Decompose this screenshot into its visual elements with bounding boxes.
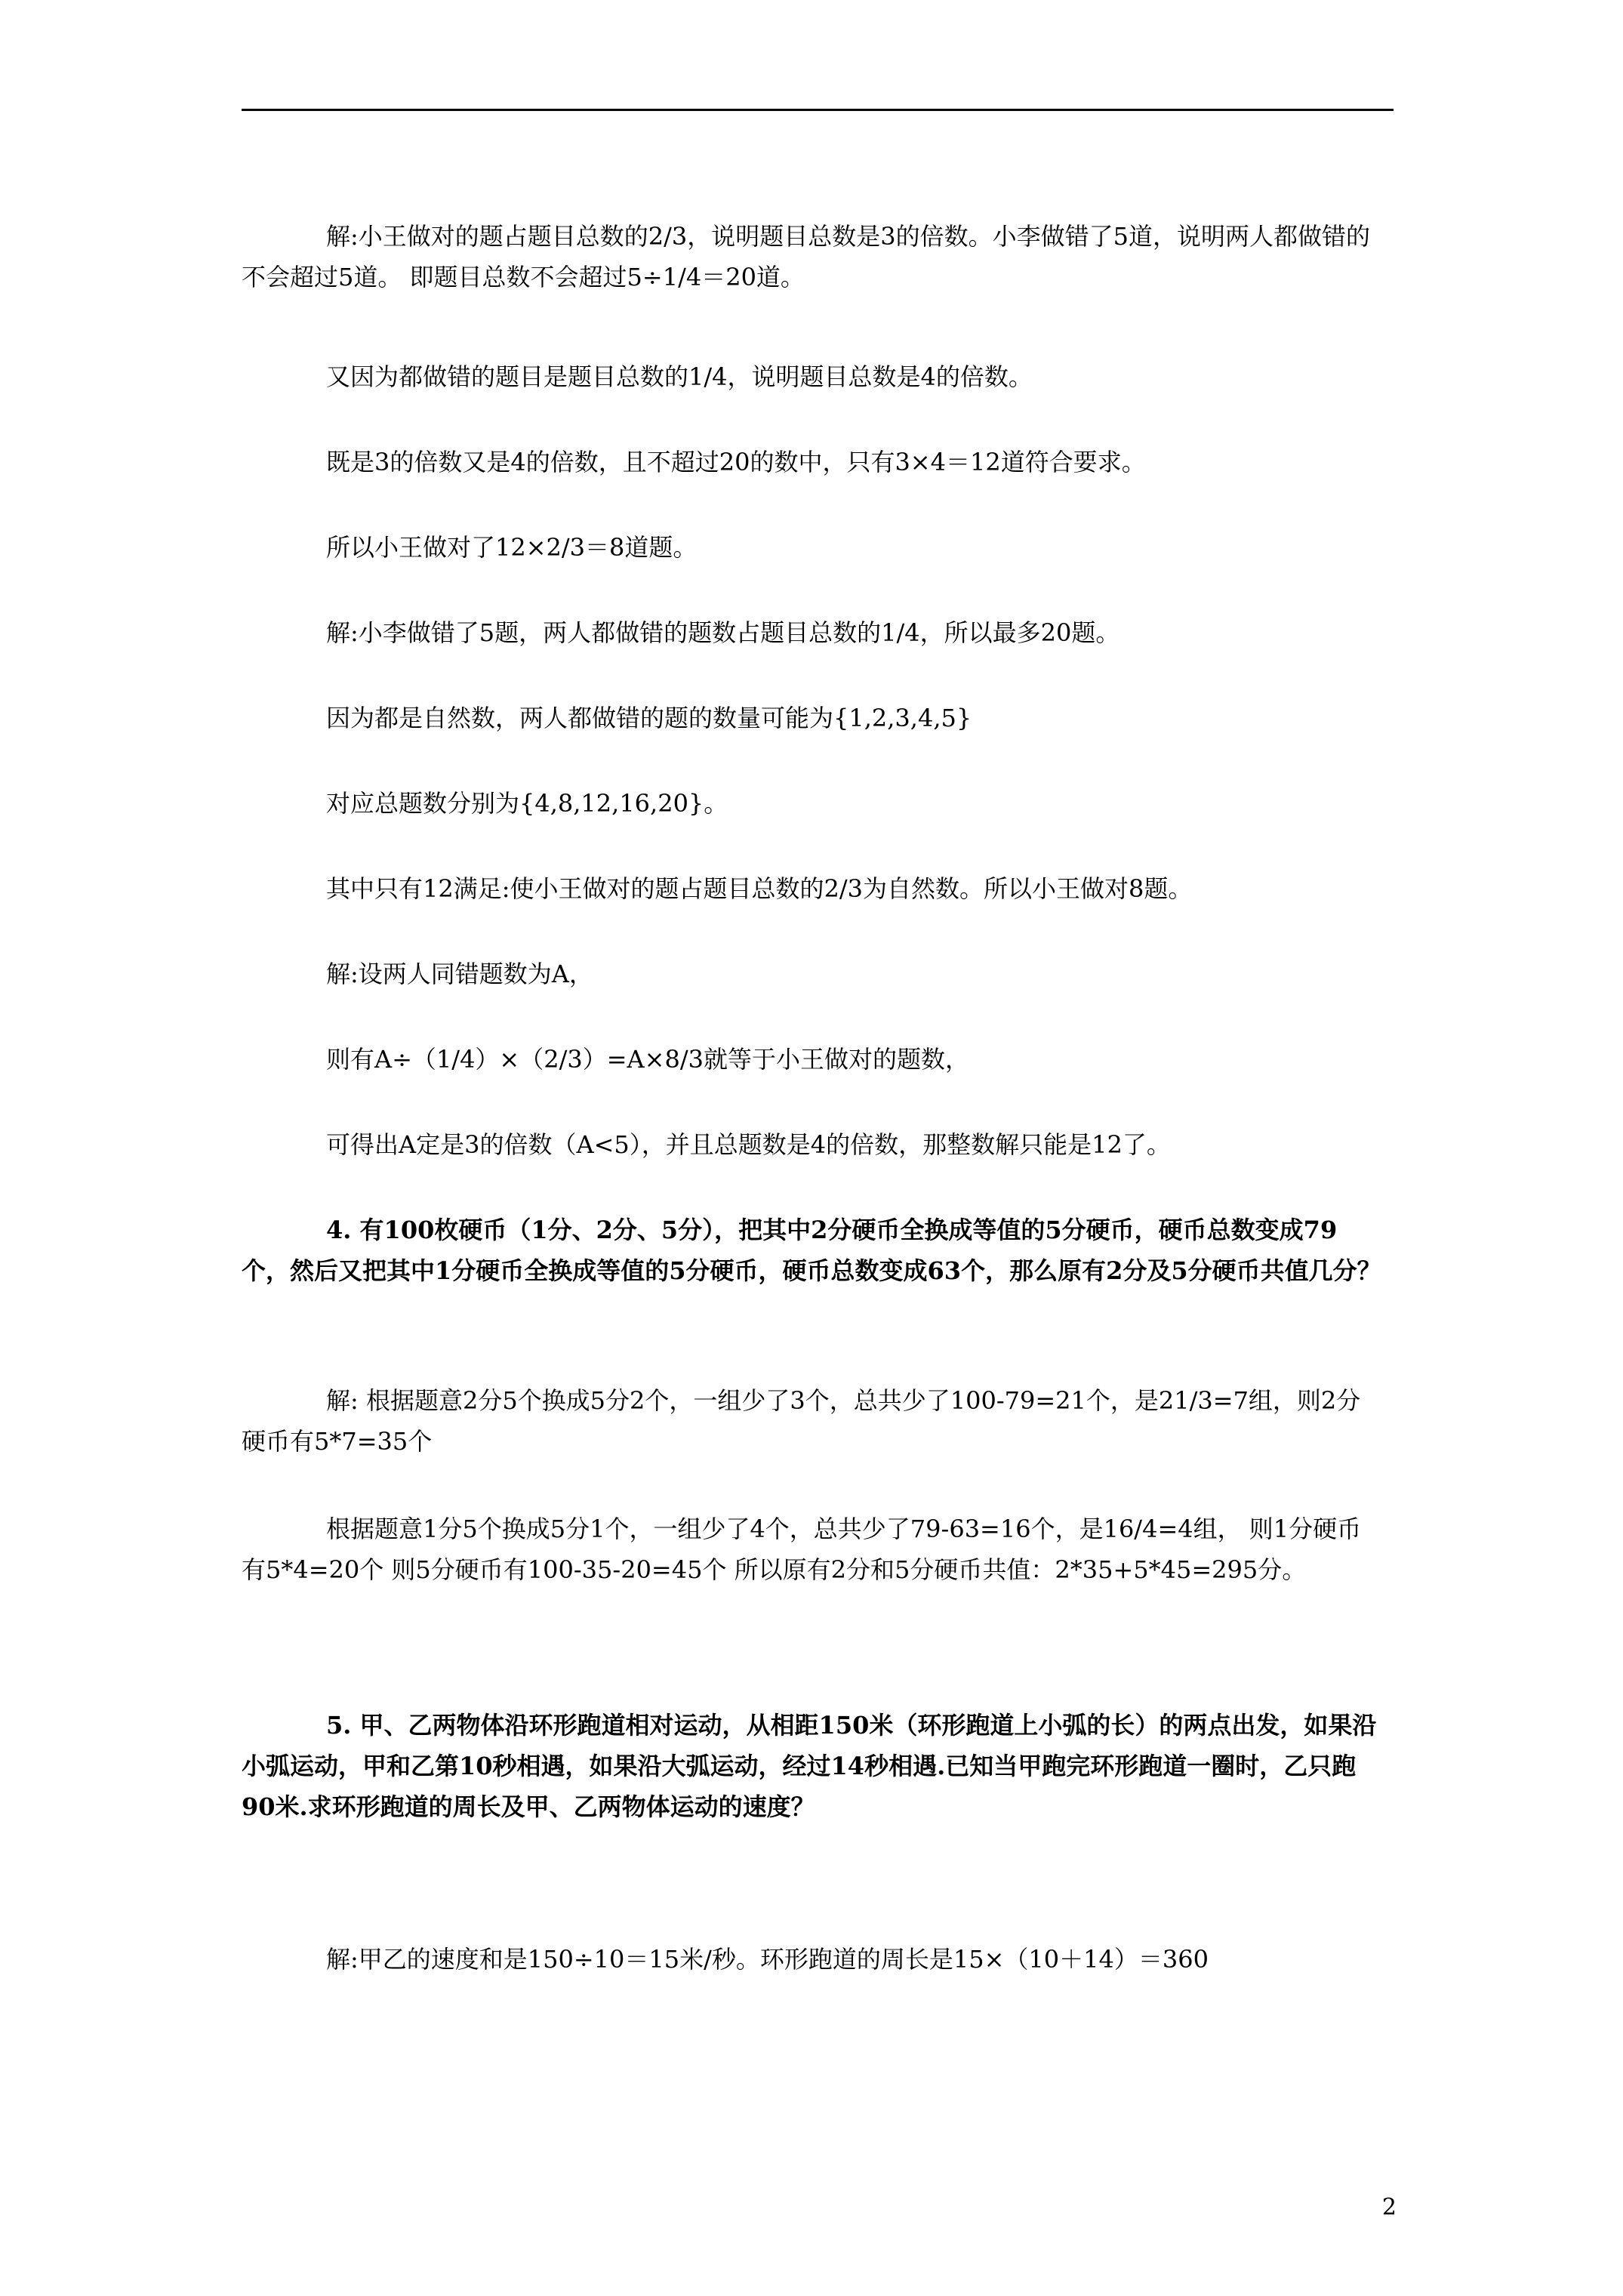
solution-paragraph-9: 解:设两人同错题数为A， xyxy=(326,960,593,988)
solution-paragraph-10: 则有A÷（1/4）×（2/3）=A×8/3就等于小王做对的题数， xyxy=(326,1045,969,1074)
page-number: 2 xyxy=(1381,2194,1397,2220)
answer-5-paragraph-1: 解:甲乙的速度和是150÷10＝15米/秒。环形跑道的周长是15×（10＋14）＝360 xyxy=(326,1945,1209,1974)
question-5: 5. 甲、乙两物体沿环形跑道相对运动，从相距150米（环形跑道上小弧的长）的两点出发，如果沿小弧运动，甲和乙第10秒相遇，如果沿大弧运动，经过14秒相遇.已知当甲跑完环形跑道一圈时，乙只跑90米.求环形跑道的周长及甲、乙两物体运动的速度？ xyxy=(242,1711,1377,1821)
answer-4-paragraph-2: 根据题意1分5个换成5分1个，一组少了4个，总共少了79-63=16个，是16/4=4组， 则1分硬币有5*4=20个 则5分硬币有100-35-20=45个 所以原有2分和5分硬币共值：2*35+5*45=295分。 xyxy=(242,1515,1362,1584)
solution-paragraph-1: 解:小王做对的题占题目总数的2/3，说明题目总数是3的倍数。小李做错了5道，说明两人都做错的不会超过5道。 即题目总数不会超过5÷1/4＝20道。 xyxy=(242,222,1371,291)
header-rule xyxy=(242,109,1394,111)
solution-paragraph-4: 所以小王做对了12×2/3＝8道题。 xyxy=(326,533,698,562)
solution-paragraph-6: 因为都是自然数，两人都做错的题的数量可能为{1,2,3,4,5} xyxy=(326,704,972,732)
solution-paragraph-5: 解:小李做错了5题，两人都做错的题数占题目总数的1/4，所以最多20题。 xyxy=(326,618,1120,647)
solution-paragraph-7: 对应总题数分别为{4,8,12,16,20}。 xyxy=(326,789,728,818)
question-4: 4. 有100枚硬币（1分、2分、5分），把其中2分硬币全换成等值的5分硬币，硬币总数变成79个，然后又把其中1分硬币全换成等值的5分硬币，硬币总数变成63个，那么原有2分及5分硬币共值几分？ xyxy=(242,1216,1381,1285)
answer-4-paragraph-1: 解: 根据题意2分5个换成5分2个，一组少了3个，总共少了100-79=21个，是21/3=7组，则2分硬币有5*7=35个 xyxy=(242,1386,1361,1456)
solution-paragraph-2: 又因为都做错的题目是题目总数的1/4，说明题目总数是4的倍数。 xyxy=(326,362,1033,391)
solution-paragraph-8: 其中只有12满足:使小王做对的题占题目总数的2/3为自然数。所以小王做对8题。 xyxy=(326,874,1193,903)
solution-paragraph-11: 可得出A定是3的倍数（A<5），并且总题数是4的倍数，那整数解只能是12了。 xyxy=(326,1130,1171,1159)
solution-paragraph-3: 既是3的倍数又是4的倍数，且不超过20的数中，只有3×4＝12道符合要求。 xyxy=(326,448,1146,476)
